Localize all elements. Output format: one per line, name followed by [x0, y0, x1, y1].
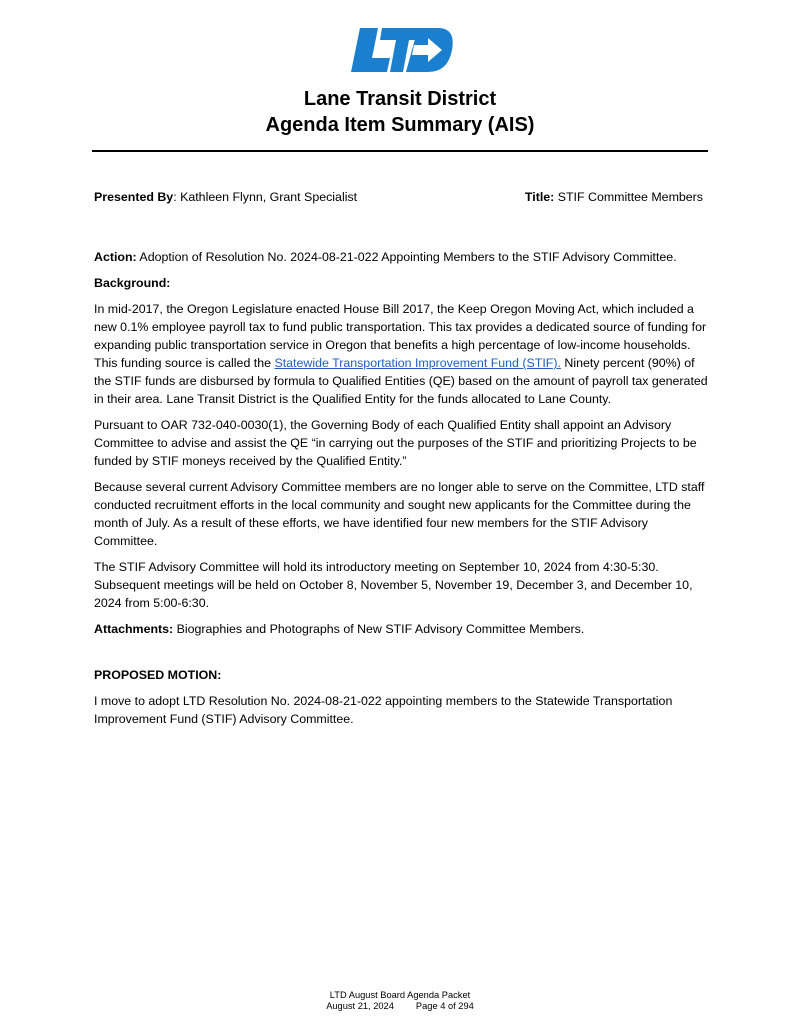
footer-page-number: Page 4 of 294: [415, 1001, 474, 1011]
presented-by: [94, 190, 357, 204]
attachments-paragraph: [94, 620, 708, 638]
action-text: Adoption of Resolution No. 2024-08-21-022 Appointing Members to the STIF Advisory Committee.: [136, 250, 677, 264]
footer-packet-name: LTD August Board Agenda Packet: [329, 990, 471, 1000]
item-title: [525, 190, 703, 204]
background-paragraph-2: Pursuant to OAR 732-040-0030(1), the Governing Body of each Qualified Entity shall appoint an Advisory Committee to advise and assist the QE “in carrying out the purposes of the STIF and prioritizing Projects to be funded by STIF moneys received by the Qualified Entity.”: [94, 418, 697, 468]
background-paragraph-1: In mid-2017, the Oregon Legislature enacted House Bill 2017, the Keep Oregon Moving Act, which included a new 0.1% employee payroll tax to fund public transportation. This tax provides a dedicated source of funding for expanding public transportation service in Oregon that benefits a high percentage of low-income households. This funding source is called the Statewide Transportation Improvement Fund (STIF). Ninety percent (90%) of the STIF funds are disbursed by formula to Qualified Entities (QE) based on the amount of payroll tax generated in their area. Lane Transit District is the Qualified Entity for the funds allocated to Lane County.: [94, 302, 708, 406]
page-footer: [0, 990, 800, 1012]
document-body: [94, 248, 708, 736]
attachments-label: Attachments:: [94, 622, 174, 636]
item-title-label: Title:: [524, 190, 555, 204]
action-label: Action:: [94, 250, 137, 264]
action-paragraph: [94, 248, 708, 266]
item-title-value: STIF Committee Members: [554, 190, 703, 204]
ltd-logo: [348, 28, 454, 72]
background-paragraph-3: Because several current Advisory Committee members are no longer able to serve on the Committee, LTD staff conducted recruitment efforts in the local community and sought new applicants for the Committee during the month of July. As a result of these efforts, we have identified four new members for the STIF Advisory Committee.: [94, 480, 705, 548]
header-divider: [92, 150, 708, 152]
motion-heading: PROPOSED MOTION:: [94, 668, 222, 682]
presented-by-label: Presented By: [94, 190, 174, 204]
background-paragraph-4: The STIF Advisory Committee will hold its introductory meeting on September 10, 2024 from 4:30-5:30. Subsequent meetings will be held on October 8, November 5, November 19, December 3, and December 10, 2024 from 5:00-6:30.: [94, 560, 693, 610]
doc-title: Agenda Item Summary (AIS): [265, 114, 535, 136]
motion-text: I move to adopt LTD Resolution No. 2024-08-21-022 appointing members to the Statewide Transportation Improvement Fund (STIF) Advisory Committee.: [94, 694, 673, 726]
footer-date: August 21, 2024: [326, 1001, 394, 1011]
title-block: [0, 86, 800, 138]
footer-date-page: [0, 1001, 800, 1012]
presented-by-value: : Kathleen Flynn, Grant Specialist: [173, 190, 358, 204]
stif-link[interactable]: Statewide Transportation Improvement Fund (STIF).: [274, 356, 561, 370]
org-name: Lane Transit District: [303, 88, 497, 110]
attachments-text: Biographies and Photographs of New STIF Advisory Committee Members.: [173, 622, 585, 636]
background-heading: Background:: [94, 276, 171, 290]
